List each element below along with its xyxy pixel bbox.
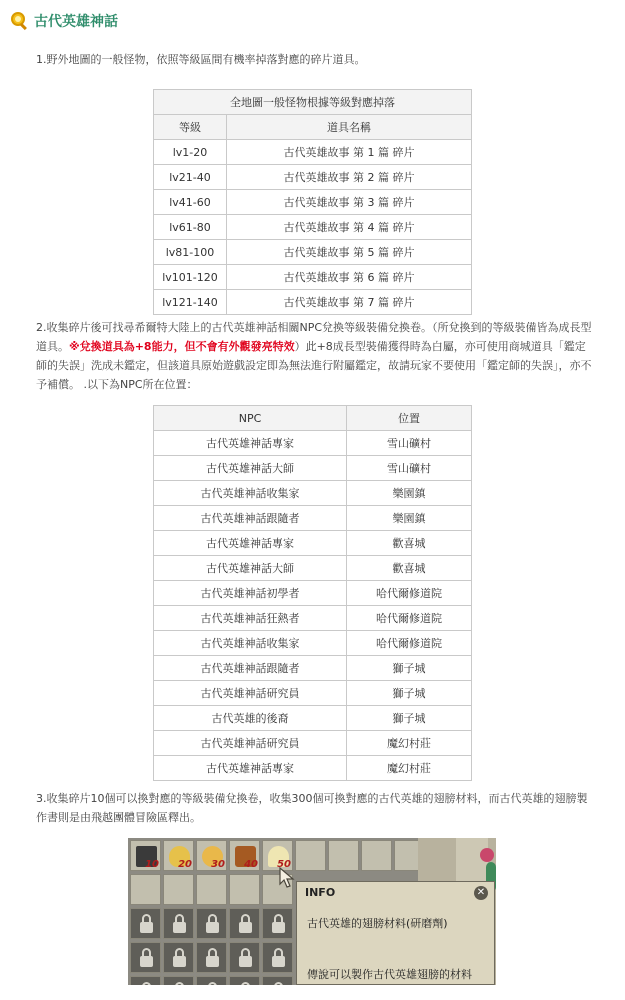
table-row bbox=[154, 431, 472, 456]
locked-slot bbox=[229, 942, 260, 973]
tooltip-item-name: 古代英雄的翅膀材料(研磨劑) bbox=[307, 917, 448, 930]
inventory-slot[interactable] bbox=[229, 840, 260, 871]
locked-slot bbox=[262, 908, 293, 939]
location-cell: 歡喜城 bbox=[347, 531, 472, 556]
section-1-text: 1.野外地圖的一般怪物，依照等級區間有機率掉落對應的碎片道具。 bbox=[36, 53, 366, 66]
level-cell: lv81-100 bbox=[154, 240, 227, 265]
item-tooltip bbox=[296, 881, 495, 985]
table-row bbox=[154, 631, 472, 656]
item-cell: 古代英雄故事 第 5 篇 碎片 bbox=[227, 240, 472, 265]
inventory-slot[interactable] bbox=[130, 874, 161, 905]
item-cell: 古代英雄故事 第 1 篇 碎片 bbox=[227, 140, 472, 165]
table-row bbox=[154, 140, 472, 165]
npc-cell: 古代英雄神話大師 bbox=[154, 556, 347, 581]
lock-icon bbox=[274, 982, 283, 985]
item-count: 40 bbox=[244, 859, 258, 870]
table-row bbox=[154, 556, 472, 581]
location-cell: 雪山礦村 bbox=[347, 431, 472, 456]
table-row bbox=[154, 265, 472, 290]
inventory-slot[interactable] bbox=[229, 874, 260, 905]
npc-cell: 古代英雄神話研究員 bbox=[154, 731, 347, 756]
col-header-npc: NPC bbox=[154, 406, 347, 431]
locked-slot bbox=[130, 976, 161, 985]
npc-cell: 古代英雄的後裔 bbox=[154, 706, 347, 731]
level-cell: lv101-120 bbox=[154, 265, 227, 290]
section-2-part-2: ）此+8成長型裝備獲得時為白屬，亦可使用商城道具「鑑定師的失誤」洗成未鑑定，但該道具原始遊戲設定即為無法進行附屬鑑定，故請玩家不要使用「鑑定師的失誤」，亦不予補償。 .以下為NPC所在位置： bbox=[36, 340, 592, 391]
location-cell: 樂園鎮 bbox=[347, 481, 472, 506]
inventory-slot[interactable] bbox=[163, 840, 194, 871]
close-icon[interactable]: ✕ bbox=[474, 886, 488, 900]
item-count: 20 bbox=[178, 859, 192, 870]
level-cell: lv21-40 bbox=[154, 165, 227, 190]
inventory-slot[interactable] bbox=[163, 874, 194, 905]
lock-icon bbox=[208, 982, 217, 985]
locked-slot bbox=[229, 908, 260, 939]
location-cell: 雪山礦村 bbox=[347, 456, 472, 481]
section-3-text: 3.收集碎片10個可以換對應的等級裝備兌換卷，收集300個可換對應的古代英雄的翅膀材料，而古代英雄的翅膀製作書則是由飛越團體冒險區釋出。 bbox=[36, 792, 588, 824]
item-count: 10 bbox=[145, 859, 159, 870]
item-cell: 古代英雄故事 第 4 篇 碎片 bbox=[227, 215, 472, 240]
table-row bbox=[154, 190, 472, 215]
col-header-location: 位置 bbox=[347, 406, 472, 431]
table-row bbox=[154, 706, 472, 731]
location-cell: 哈代爾修道院 bbox=[347, 606, 472, 631]
locked-slot bbox=[262, 976, 293, 985]
npc-cell: 古代英雄神話初學者 bbox=[154, 581, 347, 606]
npc-table bbox=[153, 405, 472, 781]
tooltip-title: INFO bbox=[305, 886, 336, 899]
locked-slot bbox=[229, 976, 260, 985]
locked-slot bbox=[163, 976, 194, 985]
npc-cell: 古代英雄神話跟隨者 bbox=[154, 656, 347, 681]
item-cell: 古代英雄故事 第 2 篇 碎片 bbox=[227, 165, 472, 190]
level-cell: lv41-60 bbox=[154, 190, 227, 215]
inventory-slot[interactable] bbox=[130, 840, 161, 871]
item-count: 50 bbox=[277, 859, 291, 870]
location-cell: 魔幻村莊 bbox=[347, 731, 472, 756]
npc-cell: 古代英雄神話狂熱者 bbox=[154, 606, 347, 631]
location-cell: 獅子城 bbox=[347, 656, 472, 681]
table-row bbox=[154, 731, 472, 756]
section-2-warning: ※兌換道具為+8能力，但不會有外觀發亮特效 bbox=[69, 340, 295, 353]
table-row bbox=[154, 481, 472, 506]
tooltip-description: 傳說可以製作古代英雄翅膀的材料 bbox=[307, 968, 472, 981]
item-count: 30 bbox=[211, 859, 225, 870]
lock-icon bbox=[175, 982, 184, 985]
col-header-item: 道具名稱 bbox=[227, 115, 472, 140]
level-cell: lv61-80 bbox=[154, 215, 227, 240]
locked-slot bbox=[163, 942, 194, 973]
mouse-cursor-icon bbox=[278, 866, 296, 888]
inventory-slot[interactable] bbox=[196, 874, 227, 905]
section-2-part-1: 2.收集碎片後可找尋希爾特大陸上的古代英雄神話相關NPC兌換等級裝備兌換卷。（所兌換到的等級裝備皆為成長型道具。 bbox=[36, 321, 592, 353]
location-cell: 歡喜城 bbox=[347, 556, 472, 581]
table-row bbox=[154, 165, 472, 190]
location-cell: 獅子城 bbox=[347, 681, 472, 706]
game-inventory-screenshot bbox=[128, 838, 496, 985]
page-title: 古代英雄神話 bbox=[34, 14, 118, 30]
section-2-text bbox=[36, 318, 596, 394]
location-cell: 哈代爾修道院 bbox=[347, 631, 472, 656]
npc-cell: 古代英雄神話收集家 bbox=[154, 481, 347, 506]
table-row bbox=[154, 756, 472, 781]
inventory-slot[interactable] bbox=[295, 840, 326, 871]
inventory-slot[interactable] bbox=[196, 840, 227, 871]
table-row bbox=[154, 240, 472, 265]
page-header bbox=[10, 8, 118, 34]
npc-cell: 古代英雄神話專家 bbox=[154, 756, 347, 781]
table-row bbox=[154, 215, 472, 240]
table-row bbox=[154, 606, 472, 631]
lock-icon bbox=[142, 982, 151, 985]
location-cell: 魔幻村莊 bbox=[347, 756, 472, 781]
npc-cell: 古代英雄神話跟隨者 bbox=[154, 506, 347, 531]
table-row bbox=[154, 531, 472, 556]
locked-slot bbox=[130, 908, 161, 939]
npc-cell: 古代英雄神話專家 bbox=[154, 531, 347, 556]
table-row bbox=[154, 456, 472, 481]
item-cell: 古代英雄故事 第 3 篇 碎片 bbox=[227, 190, 472, 215]
col-header-level: 等級 bbox=[154, 115, 227, 140]
location-cell: 獅子城 bbox=[347, 706, 472, 731]
inventory-slot[interactable] bbox=[328, 840, 359, 871]
table-row bbox=[154, 581, 472, 606]
npc-cell: 古代英雄神話研究員 bbox=[154, 681, 347, 706]
inventory-slot[interactable] bbox=[361, 840, 392, 871]
locked-slot bbox=[262, 942, 293, 973]
drop-table bbox=[153, 89, 472, 315]
locked-slot bbox=[196, 908, 227, 939]
search-icon bbox=[10, 11, 30, 31]
table-row bbox=[154, 681, 472, 706]
location-cell: 哈代爾修道院 bbox=[347, 581, 472, 606]
item-cell: 古代英雄故事 第 6 篇 碎片 bbox=[227, 265, 472, 290]
locked-slot bbox=[196, 976, 227, 985]
table-row bbox=[154, 290, 472, 315]
level-cell: lv121-140 bbox=[154, 290, 227, 315]
npc-cell: 古代英雄神話大師 bbox=[154, 456, 347, 481]
locked-slot bbox=[196, 942, 227, 973]
location-cell: 樂園鎮 bbox=[347, 506, 472, 531]
table-row bbox=[154, 506, 472, 531]
npc-cell: 古代英雄神話專家 bbox=[154, 431, 347, 456]
npc-cell: 古代英雄神話收集家 bbox=[154, 631, 347, 656]
locked-slot bbox=[130, 942, 161, 973]
table-row bbox=[154, 656, 472, 681]
drop-table-caption: 全地圖一般怪物根據等級對應掉落 bbox=[154, 90, 472, 115]
locked-slot bbox=[163, 908, 194, 939]
lock-icon bbox=[241, 982, 250, 985]
flower-icon bbox=[480, 848, 494, 862]
item-cell: 古代英雄故事 第 7 篇 碎片 bbox=[227, 290, 472, 315]
level-cell: lv1-20 bbox=[154, 140, 227, 165]
